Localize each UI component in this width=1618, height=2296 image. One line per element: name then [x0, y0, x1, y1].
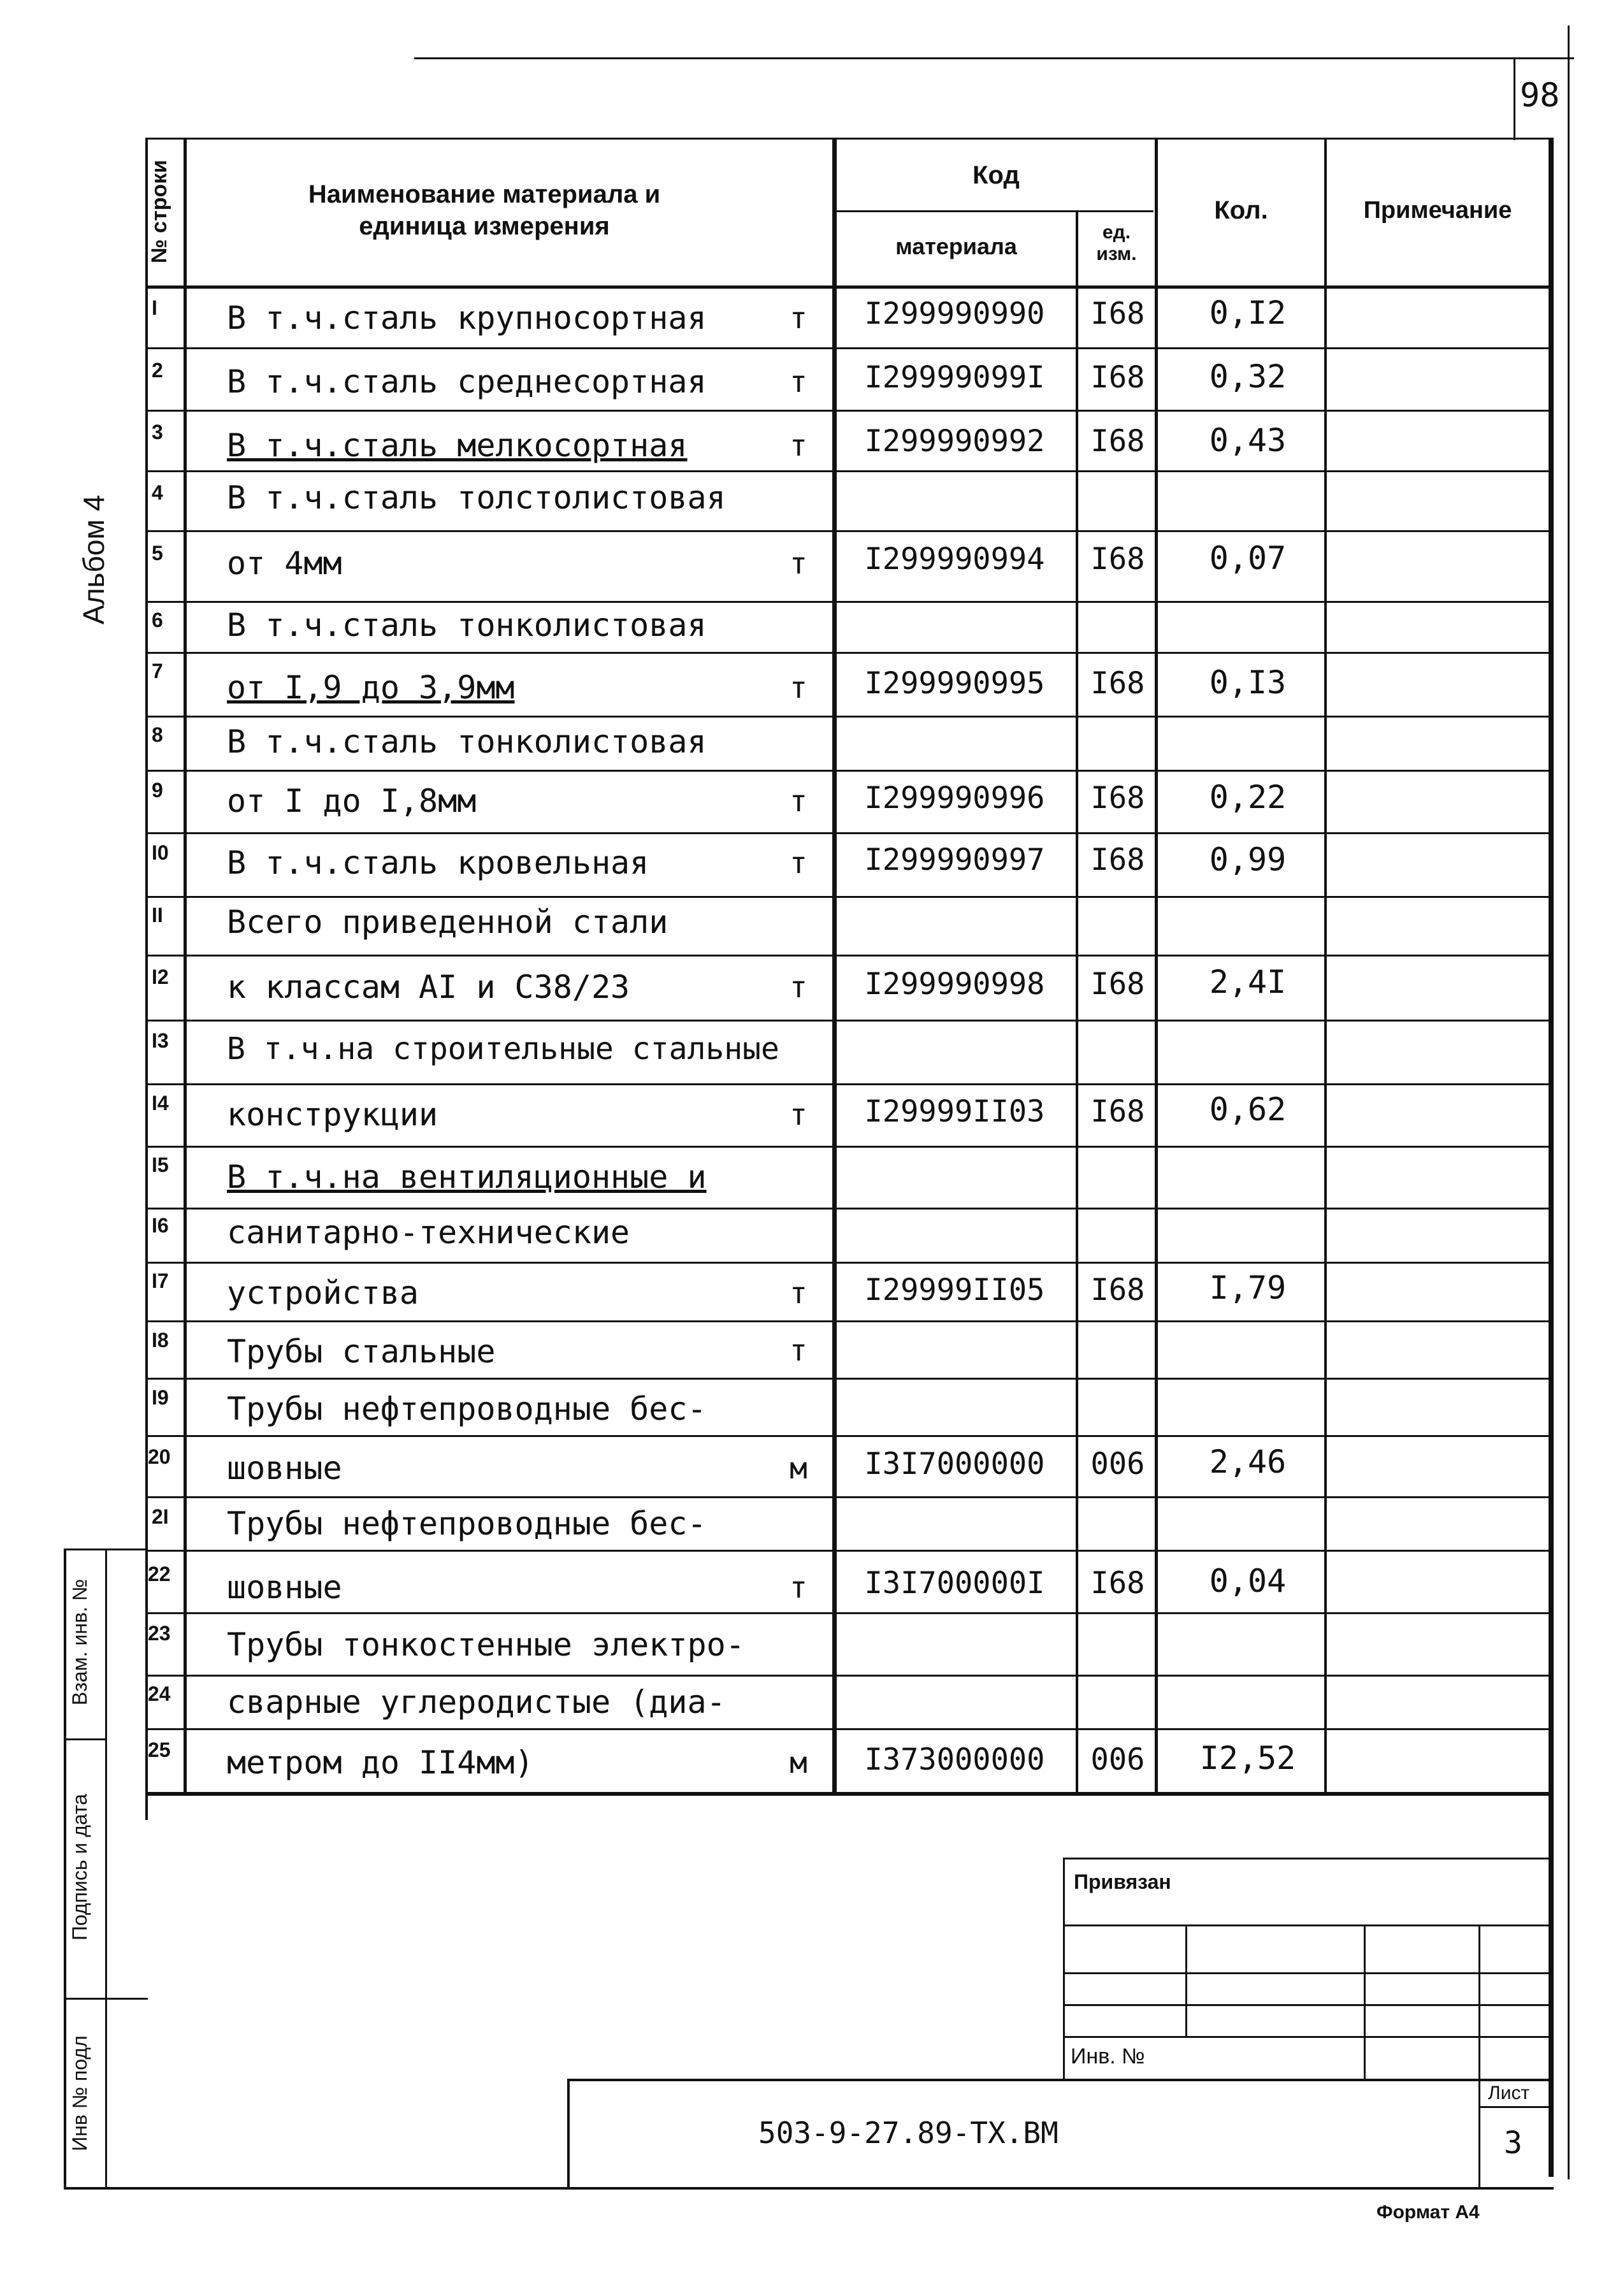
row-name: санитарно-технические [227, 1214, 630, 1251]
row-name: от 4мм [227, 545, 342, 582]
row-unit: т [790, 1570, 807, 1605]
row-name: шовные [227, 1569, 342, 1606]
row-name: В т.ч.сталь мелкосортная [227, 427, 688, 464]
header-note: Примечание [1363, 197, 1512, 224]
row-name: от I до I,8мм [227, 783, 477, 819]
header-code: Код [972, 161, 1020, 189]
row-number: I3 [152, 1029, 169, 1052]
row-qty: 0,22 [1209, 779, 1287, 816]
row-code: I299990998 [864, 967, 1045, 1002]
row-name: В т.ч.на строительные стальные [227, 1031, 779, 1067]
row-unit-code: I68 [1090, 542, 1145, 577]
row-number: 2 [152, 359, 163, 382]
row-code: I299990997 [864, 842, 1045, 877]
row-qty: 0,99 [1209, 841, 1287, 878]
row-name: В т.ч.сталь толстолистовая [227, 479, 726, 516]
row-number: I4 [152, 1092, 169, 1115]
row-number: 2I [152, 1505, 169, 1528]
header-row-no: № строки [147, 159, 171, 264]
format-label: Формат А4 [1376, 2202, 1480, 2223]
row-name: конструкции [227, 1096, 438, 1133]
row-unit-code: 006 [1090, 1742, 1145, 1777]
row-unit: т [790, 301, 807, 335]
row-code: I299990992 [864, 424, 1045, 459]
row-unit: т [790, 670, 807, 705]
row-unit-code: I68 [1090, 1273, 1145, 1308]
row-number: 4 [152, 481, 163, 504]
row-unit: м [790, 1451, 807, 1485]
row-number: 25 [148, 1738, 171, 1761]
row-number: I2 [152, 965, 169, 988]
row-name: от I,9 до 3,9мм [227, 669, 515, 706]
row-unit-code: I68 [1090, 1094, 1145, 1129]
stamp-privyazan: Привязан [1074, 1870, 1171, 1893]
row-name: В т.ч.сталь крупносортная [227, 300, 707, 336]
row-qty: 0,62 [1209, 1091, 1287, 1128]
page-number: 98 [1520, 76, 1560, 115]
row-code: I29999099I [864, 360, 1045, 395]
row-unit-code: I68 [1090, 424, 1145, 459]
row-name: Трубы нефтепроводные бес- [227, 1390, 707, 1427]
stamp-sheet-label: Лист [1488, 2083, 1530, 2104]
row-unit: т [790, 846, 807, 880]
row-name: к классам АI и С38/23 [227, 969, 630, 1006]
row-unit-code: I68 [1090, 967, 1145, 1002]
row-number: 7 [152, 660, 163, 682]
row-number: 6 [152, 609, 163, 632]
row-unit: т [790, 546, 807, 581]
row-unit: т [790, 1333, 807, 1368]
row-name: В т.ч.сталь кровельная [227, 844, 649, 881]
row-unit: т [790, 365, 807, 399]
side-label-podpis: Подпись и дата [68, 1793, 91, 1941]
row-number: II [152, 904, 163, 927]
row-name: метром до II4мм) [227, 1744, 534, 1781]
row-qty: 0,I2 [1209, 294, 1287, 331]
row-number: 3 [152, 421, 163, 444]
row-number: 9 [152, 779, 163, 802]
row-qty: 0,32 [1209, 358, 1287, 395]
row-number: I9 [152, 1386, 169, 1409]
row-name: В т.ч.сталь среднесортная [227, 363, 707, 400]
row-unit: т [790, 784, 807, 818]
row-qty: I,79 [1209, 1269, 1287, 1306]
row-unit: т [790, 1276, 807, 1310]
row-code: I299990994 [864, 542, 1045, 577]
row-qty: 0,43 [1209, 422, 1287, 459]
row-unit-code: 006 [1090, 1447, 1145, 1482]
row-qty: 0,04 [1209, 1563, 1287, 1599]
header-qty: Кол. [1214, 196, 1268, 224]
row-number: I7 [152, 1269, 169, 1292]
row-qty: I2,52 [1199, 1740, 1296, 1777]
row-code: I299990995 [864, 666, 1045, 701]
row-code: I299990996 [864, 781, 1045, 816]
row-qty: 0,07 [1209, 540, 1287, 577]
stamp-sheet-no: 3 [1504, 2125, 1522, 2161]
row-name: устройства [227, 1274, 419, 1311]
row-code: I299990990 [864, 296, 1045, 331]
header-name: Наименование материала и единица измерения [308, 180, 661, 240]
row-unit: т [790, 428, 807, 463]
row-code: I3I700000I [864, 1566, 1045, 1601]
row-code: I29999II03 [864, 1094, 1045, 1129]
row-unit-code: I68 [1090, 296, 1145, 331]
row-code: I29999II05 [864, 1273, 1045, 1308]
row-code: I3I7000000 [864, 1447, 1045, 1482]
side-label-inv-podl: Инв № подл [68, 2035, 91, 2151]
stamp-doc-code: 503-9-27.89-ТХ.ВМ [758, 2116, 1058, 2150]
row-number: I5 [152, 1153, 169, 1176]
stamp-inv-no: Инв. № [1071, 2044, 1145, 2069]
row-number: 22 [148, 1563, 171, 1585]
row-name: Трубы нефтепроводные бес- [227, 1505, 707, 1542]
row-number: 20 [148, 1445, 171, 1468]
row-number: 24 [148, 1682, 171, 1705]
row-unit-code: I68 [1090, 1566, 1145, 1601]
row-name: Всего приведенной стали [227, 904, 668, 941]
row-number: I8 [152, 1329, 169, 1352]
row-qty: 2,46 [1209, 1443, 1287, 1480]
row-unit: м [790, 1745, 807, 1780]
row-name: В т.ч.сталь тонколистовая [227, 723, 707, 760]
row-number: I0 [152, 841, 169, 864]
row-unit-code: I68 [1090, 360, 1145, 395]
row-number: 23 [148, 1622, 171, 1645]
row-qty: 2,4I [1209, 964, 1287, 1000]
row-unit-code: I68 [1090, 666, 1145, 701]
row-number: 8 [152, 723, 163, 746]
row-number: I6 [152, 1214, 169, 1237]
row-name: шовные [227, 1450, 342, 1487]
row-name: сварные углеродистые (диа- [227, 1684, 726, 1721]
header-material: материала [895, 233, 1017, 259]
row-number: I [152, 296, 157, 319]
row-name: В т.ч.сталь тонколистовая [227, 607, 707, 644]
side-label-vzam: Взам. инв. № [68, 1578, 91, 1706]
row-unit-code: I68 [1090, 781, 1145, 816]
row-code: I373000000 [864, 1742, 1045, 1777]
row-name: Трубы тонкостенные электро- [227, 1626, 745, 1663]
row-number: 5 [152, 542, 163, 565]
header-unit-code: ед. изм. [1096, 222, 1137, 264]
row-qty: 0,I3 [1209, 664, 1287, 701]
row-unit: т [790, 970, 807, 1004]
album-label: Альбом 4 [77, 495, 110, 625]
row-unit: т [790, 1097, 807, 1132]
row-name: В т.ч.на вентиляционные и [227, 1159, 707, 1195]
row-unit-code: I68 [1090, 842, 1145, 877]
row-name: Трубы стальные [227, 1333, 496, 1370]
